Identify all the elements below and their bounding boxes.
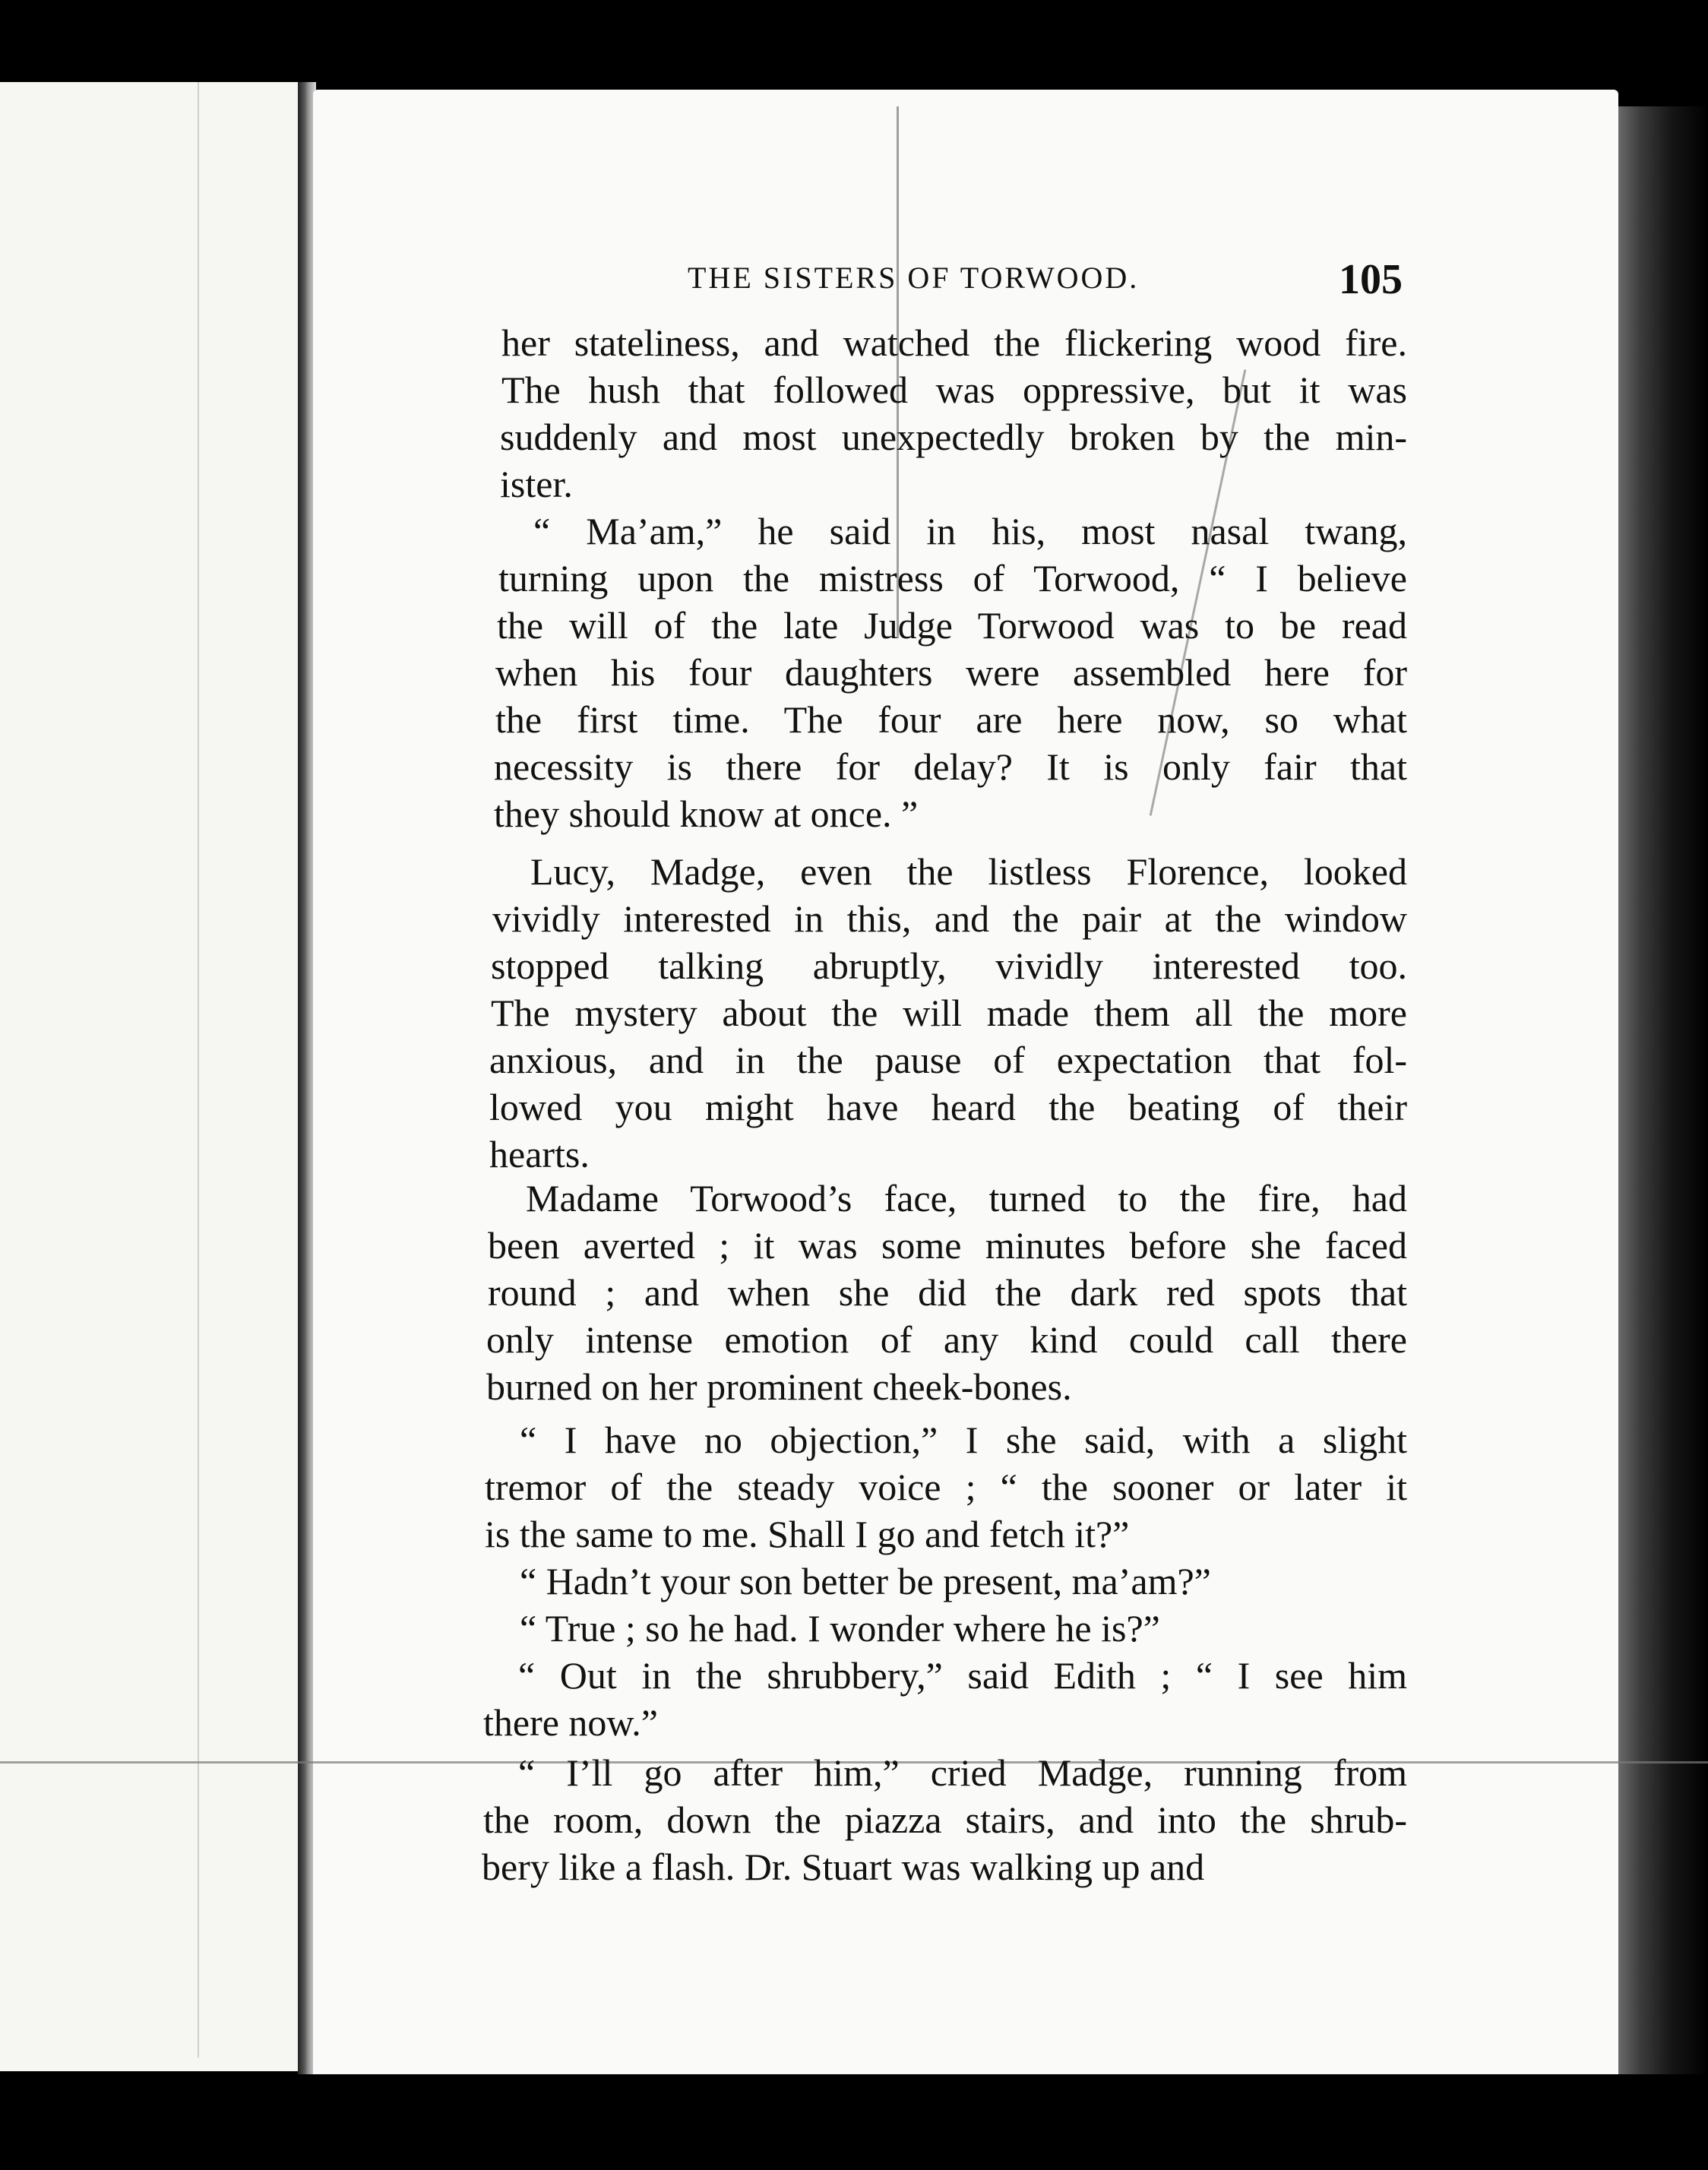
text-line: “ Hadn’t your son better be present, ma’am?”	[520, 1560, 1211, 1602]
text-line: her stateliness, and watched the flickering wood fire.	[501, 321, 1407, 364]
text-line: anxious, and in the pause of expectation that fol-	[489, 1039, 1407, 1081]
text-line: turning upon the mistress of Torwood, “ I believe	[498, 557, 1407, 599]
text-line: ister.	[500, 463, 573, 505]
text-line: tremor of the steady voice ; “ the sooner or later it	[485, 1466, 1407, 1508]
text-line: The mystery about the will made them all the more	[491, 992, 1407, 1034]
text-line: “ Out in the shrubbery,” said Edith ; “ I see him	[518, 1654, 1407, 1697]
text-line: been averted ; it was some minutes before she faced	[488, 1224, 1407, 1267]
text-line: the will of the late Judge Torwood was to be read	[497, 604, 1407, 647]
page-number: 105	[1339, 256, 1403, 303]
text-line: vividly interested in this, and the pair at the window	[492, 897, 1407, 940]
text-line: Lucy, Madge, even the listless Florence, looked	[530, 850, 1407, 893]
text-line: “ I’ll go after him,” cried Madge, running from	[518, 1751, 1407, 1794]
running-head: THE SISTERS OF TORWOOD.	[688, 261, 1140, 295]
text-line: hearts.	[489, 1133, 590, 1175]
text-line: Madame Torwood’s face, turned to the fire, had	[526, 1177, 1407, 1219]
text-line: the room, down the piazza stairs, and into the shrub-	[483, 1798, 1407, 1841]
text-line: they should know at once. ”	[494, 792, 919, 835]
text-line: necessity is there for delay? It is only fair that	[494, 745, 1407, 788]
text-line: the first time. The four are here now, so what	[495, 698, 1407, 741]
text-line: burned on her prominent cheek-bones.	[486, 1365, 1072, 1408]
text-line: there now.”	[483, 1701, 658, 1744]
text-line: “ True ; so he had. I wonder where he is?”	[520, 1607, 1160, 1650]
text-line: “ Ma’am,” he said in his, most nasal twang,	[533, 510, 1407, 552]
text-line: suddenly and most unexpectedly broken by the min-	[500, 416, 1407, 458]
text-line: stopped talking abruptly, vividly interested too.	[491, 944, 1407, 987]
text-line: is the same to me. Shall I go and fetch it?”	[485, 1513, 1130, 1555]
text-line: “ I have no objection,” I she said, with a slight	[520, 1419, 1407, 1461]
text-line: The hush that followed was oppressive, but it was	[501, 369, 1407, 411]
text-line: round ; and when she did the dark red spots that	[488, 1271, 1407, 1314]
text-line: bery like a flash. Dr. Stuart was walking up and	[482, 1846, 1205, 1888]
text-line: only intense emotion of any kind could call there	[486, 1318, 1407, 1361]
text-line: when his four daughters were assembled here for	[495, 651, 1407, 694]
text-line: lowed you might have heard the beating of their	[489, 1086, 1407, 1128]
